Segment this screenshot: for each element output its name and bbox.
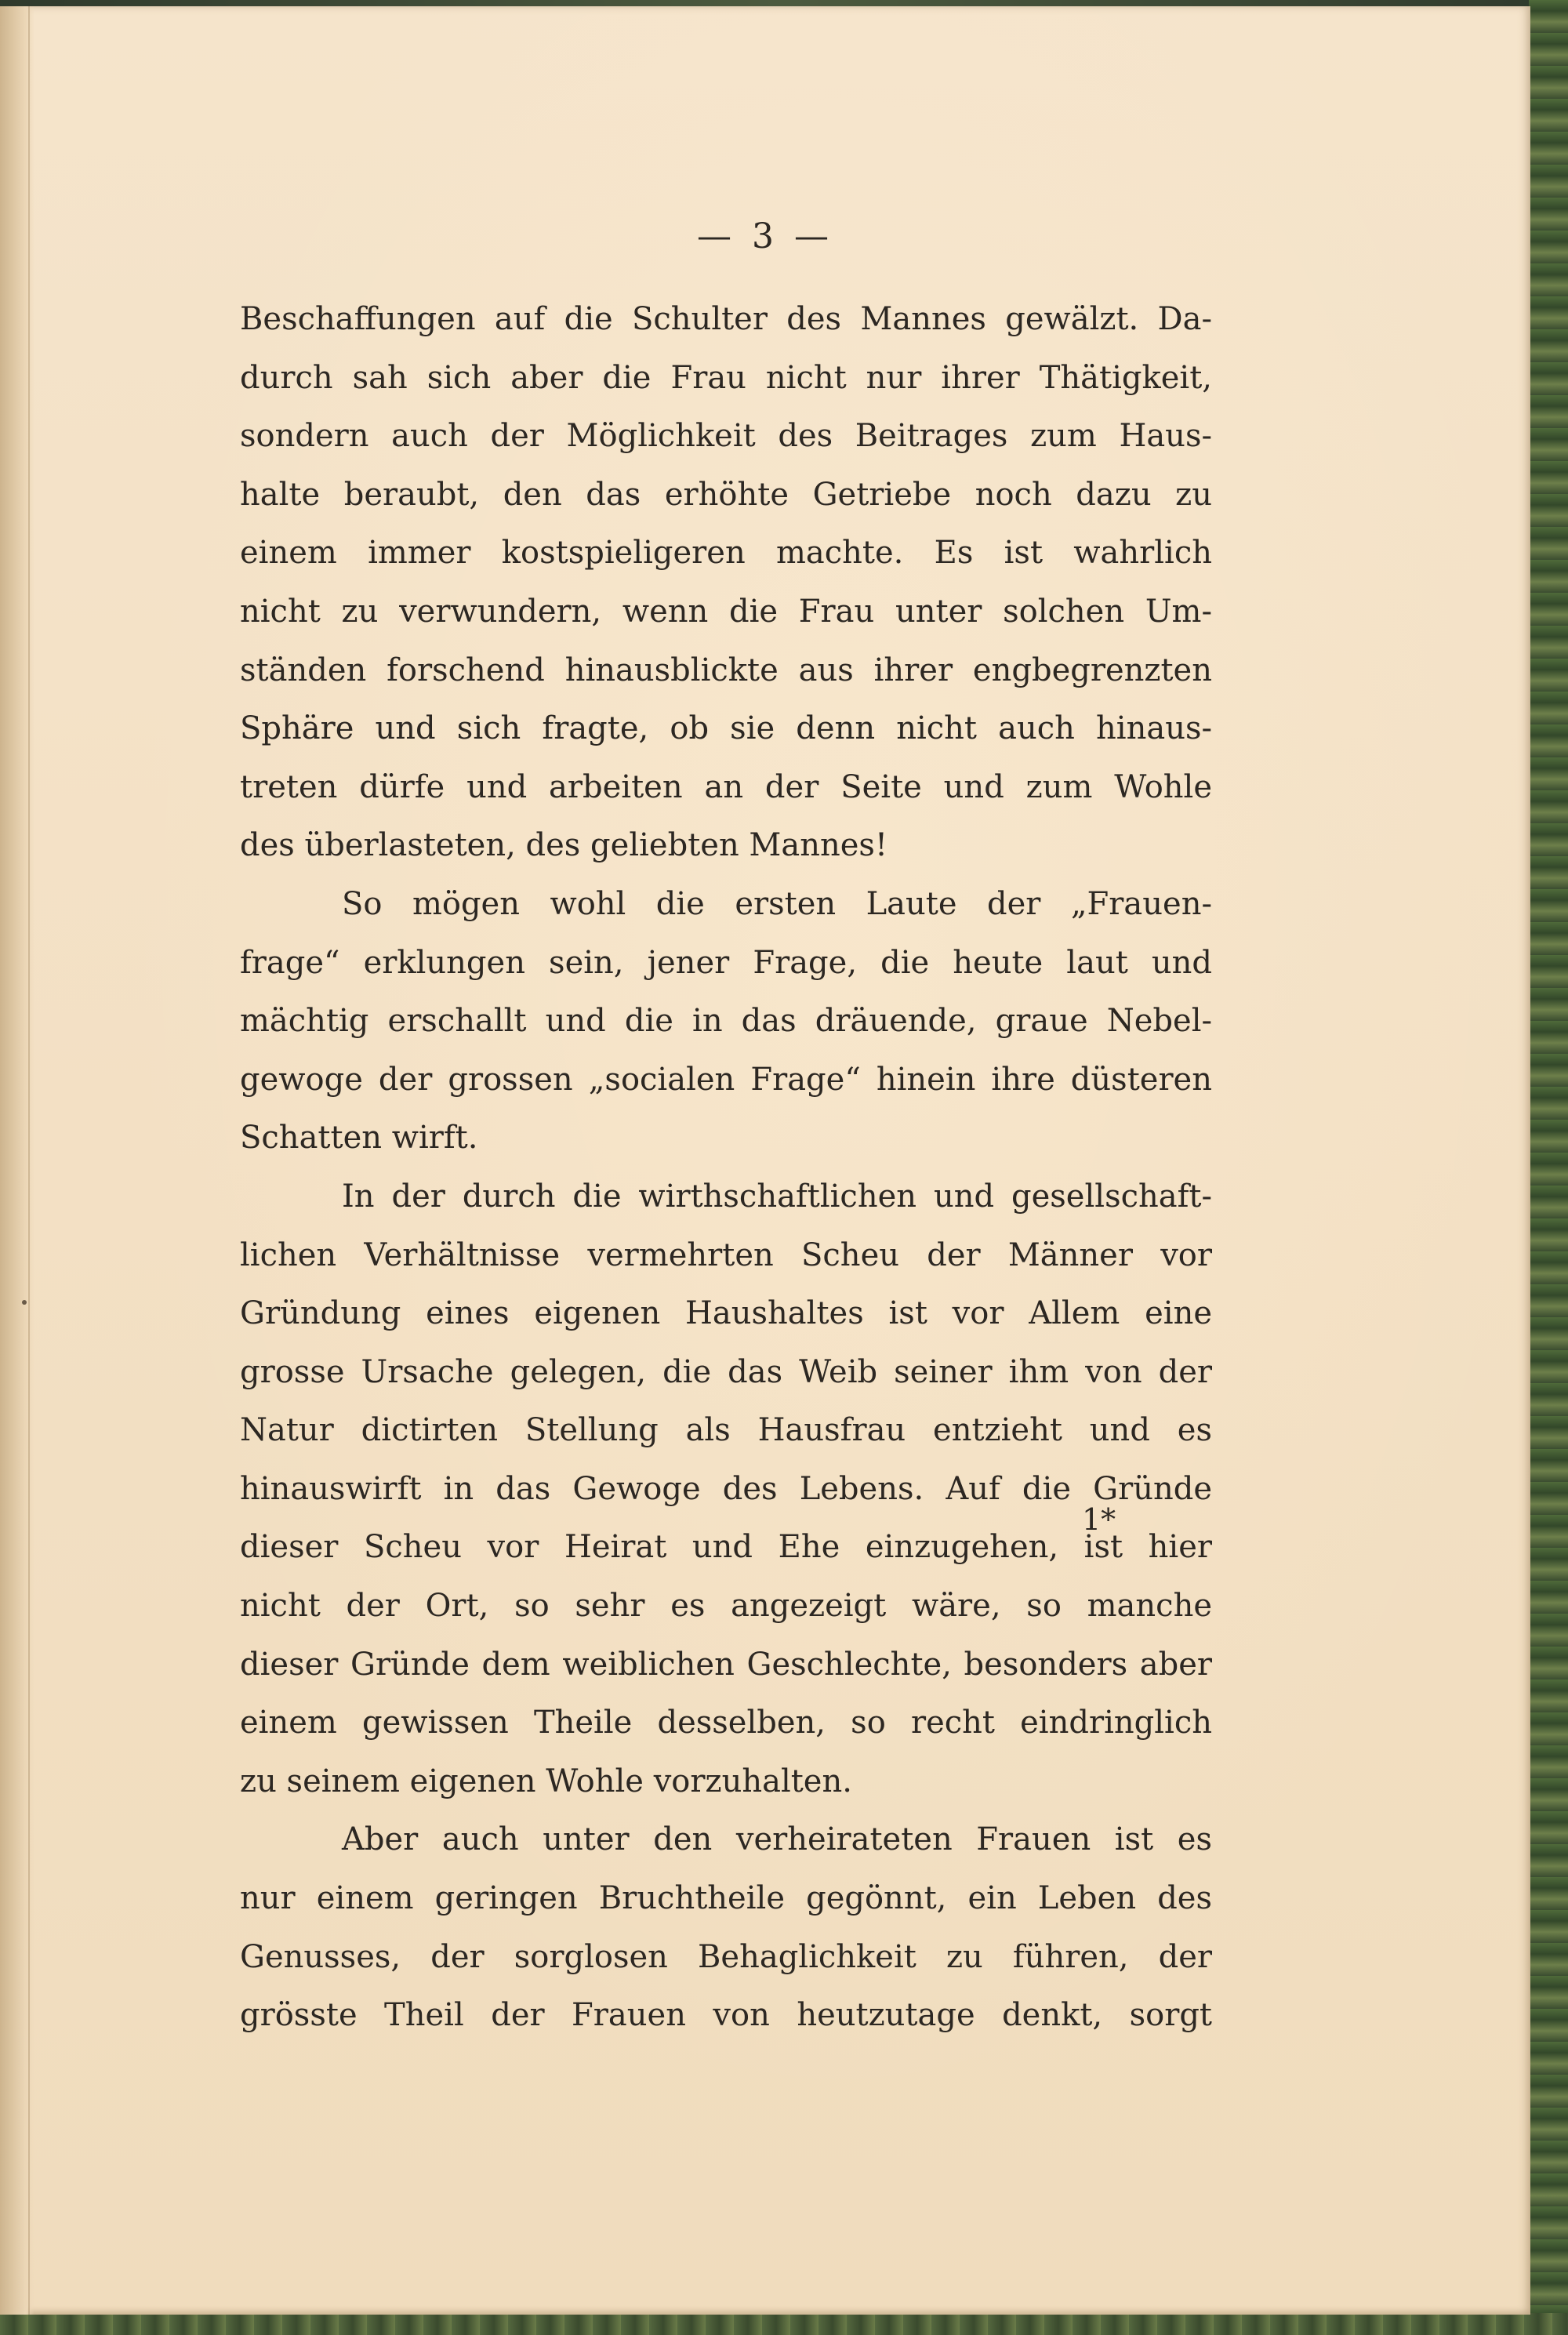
text-line: Schatten wirft. xyxy=(240,1120,478,1157)
text-line: zu seinem eigenen Wohle vorzuhalten. xyxy=(240,1763,852,1799)
text-line: Natur dictirten Stellung als Hausfrau entzieht und es xyxy=(240,1412,1212,1449)
text-line: gewoge der grossen „socialen Frage“ hinein ihre düsteren xyxy=(240,1061,1212,1098)
text-line: grosse Ursache gelegen, die das Weib seiner ihm von der xyxy=(240,1353,1212,1390)
text-line: treten dürfe und arbeiten an der Seite und zum Wohle xyxy=(240,768,1212,805)
text-line: einem immer kostspieligeren machte. Es ist wahrlich xyxy=(240,535,1212,572)
page-number: — 3 — xyxy=(697,216,833,256)
text-line: nur einem geringen Bruchtheile gegönnt, ein Leben des xyxy=(240,1880,1212,1917)
text-line: Gründung eines eigenen Haushaltes ist vor Allem eine xyxy=(240,1295,1212,1332)
text-line: Beschaffungen auf die Schulter des Mannes gewälzt. Da- xyxy=(240,301,1212,337)
paragraph-start-line: So mögen wohl die ersten Laute der „Frauen- xyxy=(342,885,1212,922)
text-line: des überlasteten, des geliebten Mannes! xyxy=(240,827,888,864)
text-line: lichen Verhältnisse vermehrten Scheu der Männer vor xyxy=(240,1236,1212,1273)
paper-sheet xyxy=(0,6,1530,2315)
text-line: nicht zu verwundern, wenn die Frau unter solchen Um- xyxy=(240,593,1212,630)
text-line: halte beraubt, den das erhöhte Getriebe noch dazu zu xyxy=(240,476,1212,513)
text-line: sondern auch der Möglichkeit des Beitrages zum Haus- xyxy=(240,418,1212,455)
text-line: mächtig erschallt und die in das dräuende, graue Nebel- xyxy=(240,1003,1212,1040)
printer-signature-mark: 1* xyxy=(1082,1502,1116,1537)
book-cover-edge-bottom xyxy=(0,2313,1568,2335)
text-line: grösste Theil der Frauen von heutzutage denkt, sorgt xyxy=(240,1997,1212,2034)
text-line: ständen forschend hinausblickte aus ihrer engbegrenzten xyxy=(240,652,1212,688)
text-line: dieser Gründe dem weiblichen Geschlechte, besonders aber xyxy=(240,1646,1212,1683)
paragraph-start-line: In der durch die wirthschaftlichen und gesellschaft- xyxy=(342,1178,1212,1215)
text-line: einem gewissen Theile desselben, so recht eindringlich xyxy=(240,1705,1212,1741)
text-line: Sphäre und sich fragte, ob sie denn nicht auch hinaus- xyxy=(240,710,1212,747)
text-line: Genusses, der sorglosen Behaglichkeit zu führen, der xyxy=(240,1938,1212,1975)
text-line: frage“ erklungen sein, jener Frage, die heute laut und xyxy=(240,944,1212,981)
book-cover-edge-right xyxy=(1529,0,1568,2335)
gutter-fold-line xyxy=(28,6,30,2315)
stray-ink-dot xyxy=(22,1300,27,1305)
paragraph-start-line: Aber auch unter den verheirateten Frauen ist es xyxy=(342,1821,1212,1858)
body-text xyxy=(240,290,1212,2045)
text-line: durch sah sich aber die Frau nicht nur ihrer Thätigkeit, xyxy=(240,359,1212,396)
text-line: dieser Scheu vor Heirat und Ehe einzugehen, ist hier xyxy=(240,1529,1212,1566)
text-line: hinauswirft in das Gewoge des Lebens. Auf die Gründe xyxy=(240,1470,1212,1507)
text-line: nicht der Ort, so sehr es angezeigt wäre, so manche xyxy=(240,1588,1212,1625)
